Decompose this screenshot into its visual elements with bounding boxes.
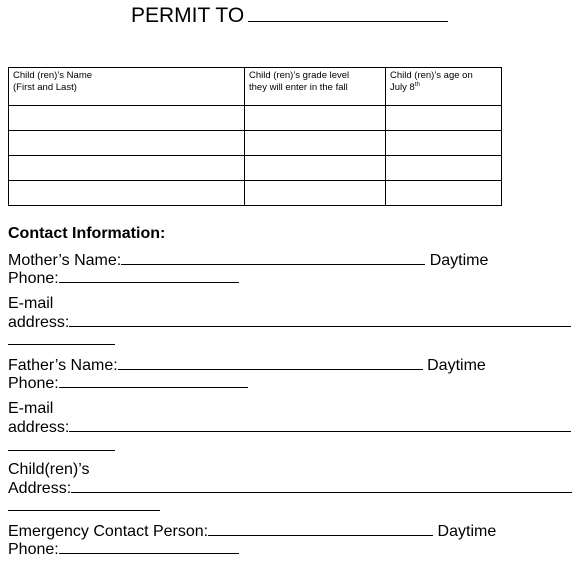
mother-phone-line	[8, 269, 239, 288]
permit-to-field[interactable]	[248, 2, 448, 22]
emergency-phone-line	[8, 540, 239, 559]
header-name-line2: (First and Last)	[13, 82, 77, 93]
header-grade-line1: Child (ren)’s grade level	[249, 70, 350, 81]
father-daytime-label: Daytime	[427, 357, 486, 374]
father-email-field[interactable]	[69, 418, 571, 432]
father-phone-line	[8, 374, 248, 393]
father-name-label: Father’s Name:	[8, 357, 118, 374]
mother-name-field[interactable]	[121, 251, 425, 265]
child-address-label-2: Address:	[8, 480, 72, 497]
grade-cell[interactable]	[245, 131, 386, 156]
header-age-sup: th	[414, 81, 420, 88]
name-cell[interactable]	[9, 131, 245, 156]
emergency-daytime-label: Daytime	[437, 523, 497, 540]
header-grade-line2: they will enter in the fall	[249, 82, 348, 93]
name-cell[interactable]	[9, 156, 245, 181]
age-cell[interactable]	[386, 181, 502, 206]
mother-email-label-2: address:	[8, 314, 70, 331]
header-age	[386, 68, 502, 106]
header-grade-level	[245, 68, 386, 106]
table-row	[9, 156, 502, 181]
name-cell[interactable]	[9, 181, 245, 206]
emergency-line	[8, 522, 496, 541]
mother-email-line	[8, 313, 571, 332]
mother-email-field[interactable]	[69, 313, 571, 327]
name-cell[interactable]	[9, 106, 245, 131]
father-name-field[interactable]	[118, 356, 423, 370]
mother-name-label: Mother’s Name:	[8, 252, 122, 269]
father-name-line	[8, 356, 486, 375]
grade-cell[interactable]	[245, 106, 386, 131]
age-cell[interactable]	[386, 106, 502, 131]
table-row	[9, 181, 502, 206]
child-address-field-continued[interactable]	[8, 510, 160, 511]
mother-phone-label: Phone:	[8, 270, 59, 287]
mother-name-line	[8, 251, 488, 270]
age-cell[interactable]	[386, 156, 502, 181]
emergency-label: Emergency Contact Person:	[8, 523, 209, 540]
grade-cell[interactable]	[245, 156, 386, 181]
emergency-name-field[interactable]	[208, 522, 433, 536]
title-text: PERMIT TO	[131, 4, 245, 27]
child-address-field[interactable]	[71, 479, 572, 493]
child-address-line	[8, 479, 572, 498]
emergency-phone-label: Phone:	[8, 541, 59, 558]
father-email-field-continued[interactable]	[8, 450, 115, 451]
form-title	[131, 2, 448, 28]
emergency-phone-field[interactable]	[59, 540, 239, 554]
table-row	[9, 106, 502, 131]
header-name-line1: Child (ren)’s Name	[13, 70, 93, 81]
table-row	[9, 131, 502, 156]
mother-email-field-continued[interactable]	[8, 344, 115, 345]
mother-daytime-label: Daytime	[429, 252, 489, 269]
mother-email-label-1: E-mail	[8, 295, 54, 312]
father-email-label-1: E-mail	[8, 400, 54, 417]
age-cell[interactable]	[386, 131, 502, 156]
child-address-label-1: Child(ren)’s	[8, 461, 90, 478]
children-table	[8, 67, 502, 206]
father-phone-field[interactable]	[59, 374, 248, 388]
father-email-label-2: address:	[8, 419, 70, 436]
header-child-name	[9, 68, 245, 106]
header-age-line1: Child (ren)’s age on	[390, 70, 473, 81]
contact-heading: Contact Information:	[8, 225, 166, 242]
header-age-line2: July 8	[390, 82, 415, 93]
mother-phone-field[interactable]	[59, 269, 239, 283]
grade-cell[interactable]	[245, 181, 386, 206]
table-header-row	[9, 68, 502, 106]
father-phone-label: Phone:	[8, 375, 59, 392]
father-email-line	[8, 418, 571, 437]
